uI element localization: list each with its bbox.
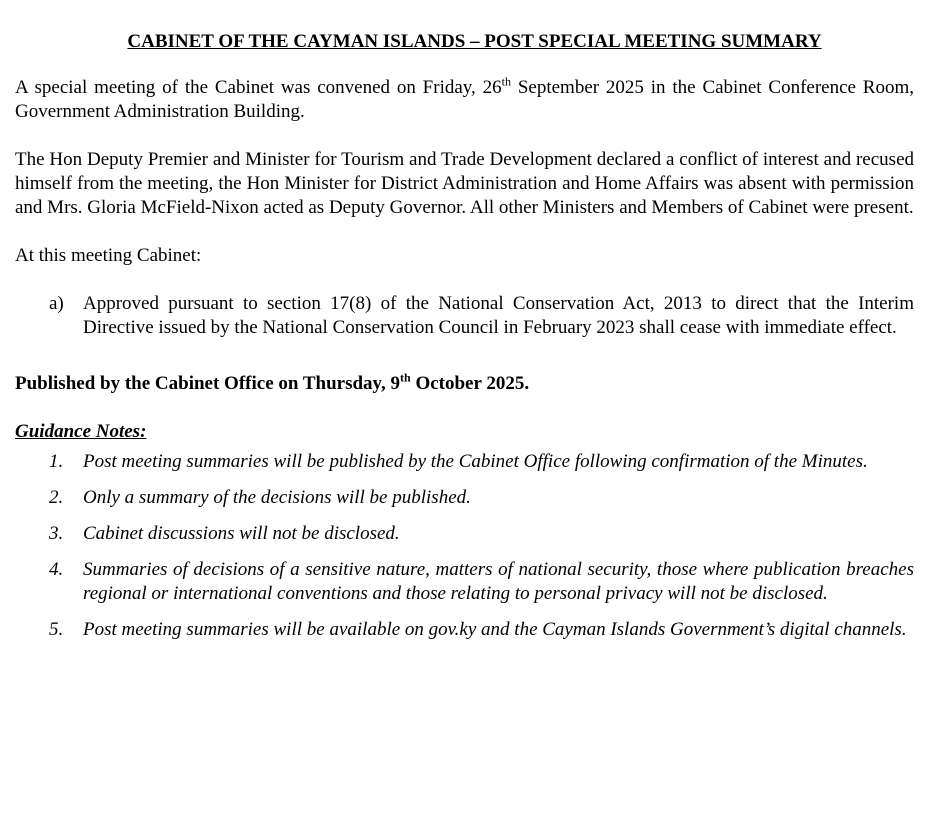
note-number: 1. — [49, 451, 64, 472]
decision-marker: a) — [49, 293, 64, 314]
attendance-paragraph: The Hon Deputy Premier and Minister for Tourism and Trade Development declared a conflict of interest and recused himself from the meeting, the Hon Minister for District Administration and Home Affairs was absent with permission and Mrs. Gloria McField-Nixon acted as Deputy Governor. All other Ministers and Members of Cabinet were present. — [15, 149, 914, 218]
guidance-heading: Guidance Notes: — [15, 421, 147, 442]
published-statement — [15, 372, 914, 396]
note-text: Post meeting summaries will be published by the Cabinet Office following confirmation of the Minutes. — [83, 451, 868, 472]
intro-text-start: A special meeting of the Cabinet was convened on Friday, 26 — [15, 77, 502, 98]
document-title: CABINET OF THE CAYMAN ISLANDS – POST SPECIAL MEETING SUMMARY — [127, 31, 822, 52]
decision-list — [15, 292, 914, 340]
intro-text-end: September 2025 in the Cabinet Conference Room, Government Administration Building. — [15, 77, 914, 122]
decision-text: Approved pursuant to section 17(8) of the National Conservation Act, 2013 to direct that the Interim Directive issued by the National Conservation Council in February 2023 shall cease with immediate effect. — [83, 293, 914, 338]
guidance-note — [15, 450, 914, 474]
published-text-start: Published by the Cabinet Office on Thursday, 9 — [15, 373, 401, 394]
published-text-end: October 2025. — [410, 373, 530, 394]
note-number: 5. — [49, 619, 64, 640]
decision-item — [15, 292, 914, 340]
published-date-suffix: th — [400, 370, 411, 385]
guidance-note — [15, 618, 914, 642]
guidance-note — [15, 558, 914, 606]
note-text: Cabinet discussions will not be disclosed. — [83, 523, 400, 544]
lead-in-text: At this meeting Cabinet: — [15, 245, 202, 266]
guidance-notes-list — [15, 450, 914, 642]
note-text: Summaries of decisions of a sensitive nature, matters of national security, those where publication breaches regional or international conventions and those relating to personal privacy will not be disclosed. — [83, 559, 914, 604]
note-text: Only a summary of the decisions will be published. — [83, 487, 471, 508]
note-text: Post meeting summaries will be available on gov.ky and the Cayman Islands Government’s digital channels. — [83, 619, 907, 640]
intro-date-suffix: th — [501, 74, 511, 89]
guidance-note — [15, 522, 914, 546]
note-number: 4. — [49, 559, 64, 580]
guidance-note — [15, 486, 914, 510]
note-number: 2. — [49, 487, 64, 508]
intro-paragraph — [15, 76, 914, 124]
note-number: 3. — [49, 523, 64, 544]
